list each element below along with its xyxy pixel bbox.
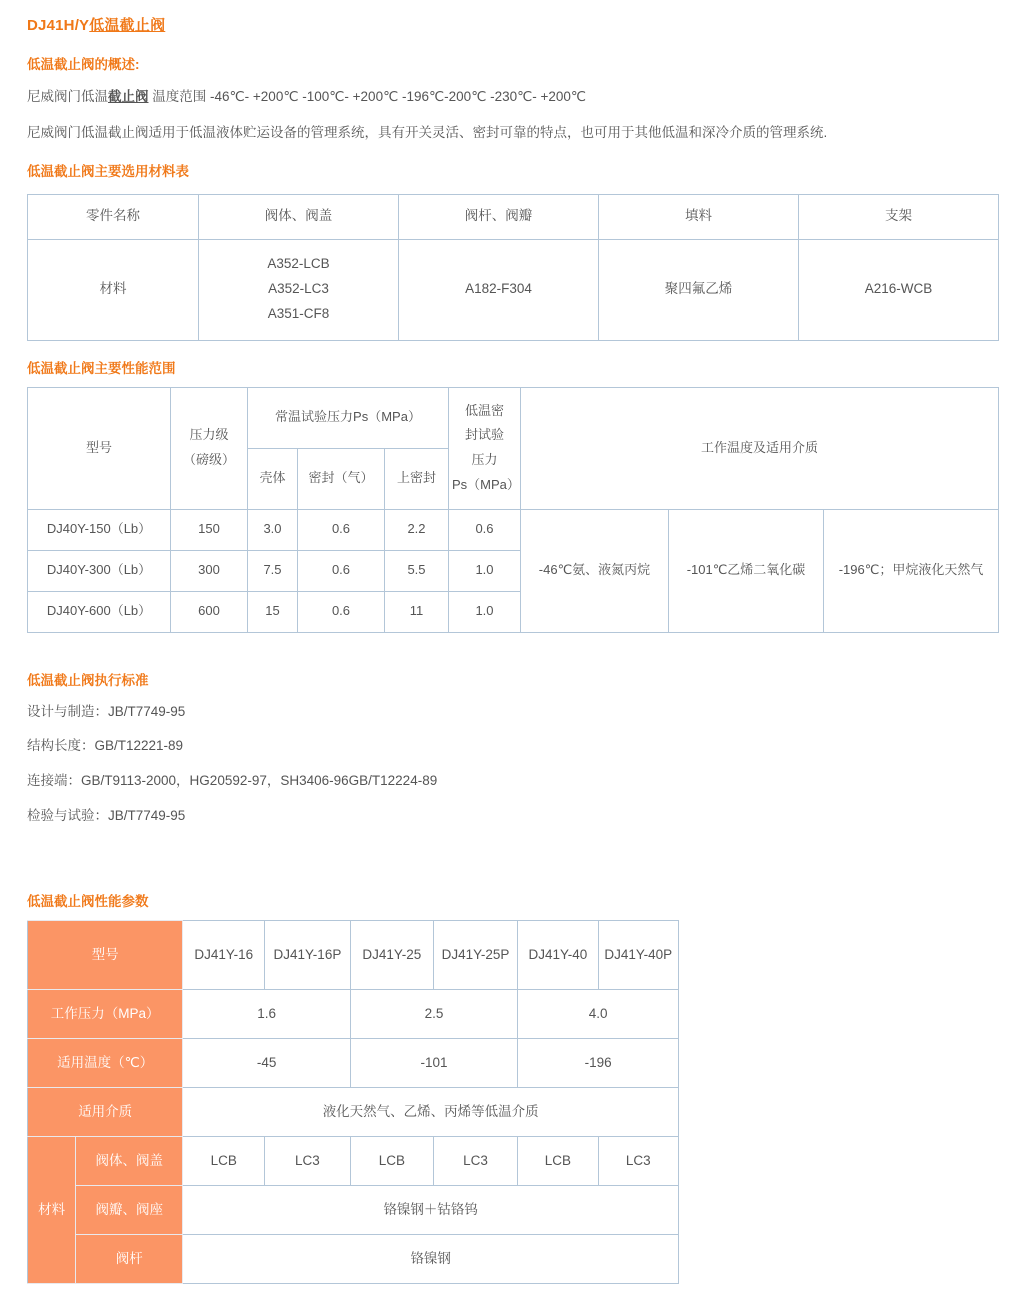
cell-media-1: -46℃氨、液氮丙烷 xyxy=(521,509,669,632)
cell-backseat: 11 xyxy=(385,591,449,632)
table-row-temperature xyxy=(28,1039,679,1088)
material-item: A352-LCB xyxy=(267,256,330,272)
material-item: A351-CF8 xyxy=(267,305,330,321)
col-header-backseat: 上密封 xyxy=(385,448,449,509)
cell-stem-disc-material: A182-F304 xyxy=(399,239,599,340)
col-header-model: 型号 xyxy=(28,387,171,509)
cell-temp-1: -45 xyxy=(183,1039,350,1088)
cell-body-3: LCB xyxy=(350,1137,433,1186)
page-title-prefix: DJ41H/Y xyxy=(27,17,90,34)
page-title-link[interactable]: 低温截止阀 xyxy=(89,17,166,34)
table-row xyxy=(28,239,999,340)
standards-heading: 低温截止阀执行标准 xyxy=(27,672,149,688)
cell-pressure-class: 300 xyxy=(171,550,248,591)
col-header-seal-gas: 密封（气） xyxy=(298,448,385,509)
cell-bracket-material: A216-WCB xyxy=(799,239,999,340)
cell-disc-seat-value: 铬镍钢＋钴铬钨 xyxy=(183,1186,679,1235)
table-header-row xyxy=(28,194,999,239)
range-table-heading: 低温截止阀主要性能范围 xyxy=(27,360,176,376)
cell-backseat: 2.2 xyxy=(385,509,449,550)
pressure-class-line-2: （磅级） xyxy=(182,452,235,467)
lowtemp-line-2: 封试验 xyxy=(464,427,504,443)
table-row-disc-seat xyxy=(28,1186,679,1235)
performance-parameters-table xyxy=(27,920,679,1284)
row-label-model: 型号 xyxy=(28,921,183,990)
col-header-stem-disc: 阀杆、阀瓣 xyxy=(399,194,599,239)
cell-shell: 3.0 xyxy=(248,509,298,550)
cell-body-6: LC3 xyxy=(598,1137,678,1186)
cell-pressure-2: 2.5 xyxy=(350,990,517,1039)
table-header-row-1 xyxy=(28,387,999,448)
lowtemp-line-1: 低温密 xyxy=(464,402,504,418)
cell-media-value: 液化天然气、乙烯、丙烯等低温介质 xyxy=(183,1088,679,1137)
col-header-part: 零件名称 xyxy=(28,194,199,239)
cell-model-4: DJ41Y-25P xyxy=(433,921,517,990)
cell-packing-material: 聚四氟乙烯 xyxy=(599,239,799,340)
cell-media-3: -196℃；甲烷液化天然气 xyxy=(824,509,999,632)
standard-line-inspection: 检验与试验：JB/T7749-95 xyxy=(27,808,186,824)
cell-lowtemp-pressure: 1.0 xyxy=(449,550,521,591)
standard-line-length: 结构长度：GB/T12221-89 xyxy=(27,738,184,754)
cell-lowtemp-pressure: 1.0 xyxy=(449,591,521,632)
lowtemp-line-4: Ps（MPa） xyxy=(452,476,520,492)
cell-model: DJ40Y-600（Lb） xyxy=(28,591,171,632)
section-spacer xyxy=(27,842,999,890)
overview-line-1 xyxy=(27,87,999,107)
row-label-working-pressure: 工作压力（MPa） xyxy=(28,990,183,1039)
sub-label-body-bonnet: 阀体、阀盖 xyxy=(76,1137,183,1186)
table-row xyxy=(28,509,999,550)
cell-seal-gas: 0.6 xyxy=(298,591,385,632)
cell-temp-3: -196 xyxy=(518,1039,679,1088)
cell-body-5: LCB xyxy=(518,1137,598,1186)
table-row-stem xyxy=(28,1235,679,1284)
cell-seal-gas: 0.6 xyxy=(298,509,385,550)
table-row-media xyxy=(28,1088,679,1137)
cell-body-bonnet-materials xyxy=(199,239,399,340)
cell-body-1: LCB xyxy=(183,1137,265,1186)
cell-lowtemp-pressure: 0.6 xyxy=(449,509,521,550)
row-label-media: 适用介质 xyxy=(28,1088,183,1137)
standard-line-design: 设计与制造：JB/T7749-95 xyxy=(27,703,186,719)
pressure-class-line-1: 压力级 xyxy=(189,427,229,443)
lowtemp-line-3: 压力 xyxy=(471,452,498,467)
cell-model-5: DJ41Y-40 xyxy=(518,921,598,990)
materials-table-heading: 低温截止阀主要选用材料表 xyxy=(27,163,189,179)
col-header-pressure-class xyxy=(171,387,248,509)
col-header-shell: 壳体 xyxy=(248,448,298,509)
cell-model: DJ40Y-150（Lb） xyxy=(28,509,171,550)
cell-seal-gas: 0.6 xyxy=(298,550,385,591)
overview-line-1-c: 温度范围 -46℃- +200℃ -100℃- +200℃ -196℃-200℃ -230℃- +200℃ xyxy=(148,89,587,104)
cell-body-4: LC3 xyxy=(433,1137,517,1186)
material-item: A352-LC3 xyxy=(268,281,329,297)
overview-heading: 低温截止阀的概述: xyxy=(27,57,140,72)
overview-line-2: 尼威阀门低温截止阀适用于低温液体贮运设备的管理系统，具有开关灵活、密封可靠的特点，也可用于其他低温和深冷介质的管理系统. xyxy=(27,125,828,141)
cell-body-2: LC3 xyxy=(265,1137,351,1186)
cell-model-2: DJ41Y-16P xyxy=(265,921,351,990)
col-header-bracket: 支架 xyxy=(799,194,999,239)
cell-shell: 7.5 xyxy=(248,550,298,591)
overview-line-1-keyword: 截止阀 xyxy=(108,89,149,104)
col-header-ambient-test: 常温试验压力Ps（MPa） xyxy=(248,387,449,448)
overview-line-1-a: 尼威阀门低温 xyxy=(27,89,108,104)
cell-backseat: 5.5 xyxy=(385,550,449,591)
cell-model-3: DJ41Y-25 xyxy=(350,921,433,990)
col-header-body-bonnet: 阀体、阀盖 xyxy=(199,194,399,239)
cell-pressure-class: 600 xyxy=(171,591,248,632)
sub-label-disc-seat: 阀瓣、阀座 xyxy=(76,1186,183,1235)
row-label-working-temperature: 适用温度（℃） xyxy=(28,1039,183,1088)
cell-pressure-1: 1.6 xyxy=(183,990,350,1039)
materials-table xyxy=(27,194,999,341)
col-header-working-temp-media: 工作温度及适用介质 xyxy=(521,387,999,509)
params-table-heading: 低温截止阀性能参数 xyxy=(27,894,149,910)
standard-line-connection: 连接端：GB/T9113-2000，HG20592-97，SH3406-96GB/T12224-89 xyxy=(27,773,438,789)
cell-stem-value: 铬镍钢 xyxy=(183,1235,679,1284)
col-header-lowtemp-seal-test xyxy=(449,387,521,509)
cell-model-1: DJ41Y-16 xyxy=(183,921,265,990)
row-label-material: 材料 xyxy=(28,1137,76,1284)
cell-model-6: DJ41Y-40P xyxy=(598,921,678,990)
sub-label-stem: 阀杆 xyxy=(76,1235,183,1284)
cell-pressure-3: 4.0 xyxy=(518,990,679,1039)
table-row-pressure xyxy=(28,990,679,1039)
cell-pressure-class: 150 xyxy=(171,509,248,550)
cell-model: DJ40Y-300（Lb） xyxy=(28,550,171,591)
cell-temp-2: -101 xyxy=(350,1039,517,1088)
performance-range-table xyxy=(27,387,999,633)
page-title xyxy=(27,14,999,35)
cell-media-2: -101℃乙烯二氧化碳 xyxy=(669,509,824,632)
row-label-material: 材料 xyxy=(28,239,199,340)
table-row-body-bonnet xyxy=(28,1137,679,1186)
cell-shell: 15 xyxy=(248,591,298,632)
col-header-packing: 填料 xyxy=(599,194,799,239)
table-row-model xyxy=(28,921,679,990)
